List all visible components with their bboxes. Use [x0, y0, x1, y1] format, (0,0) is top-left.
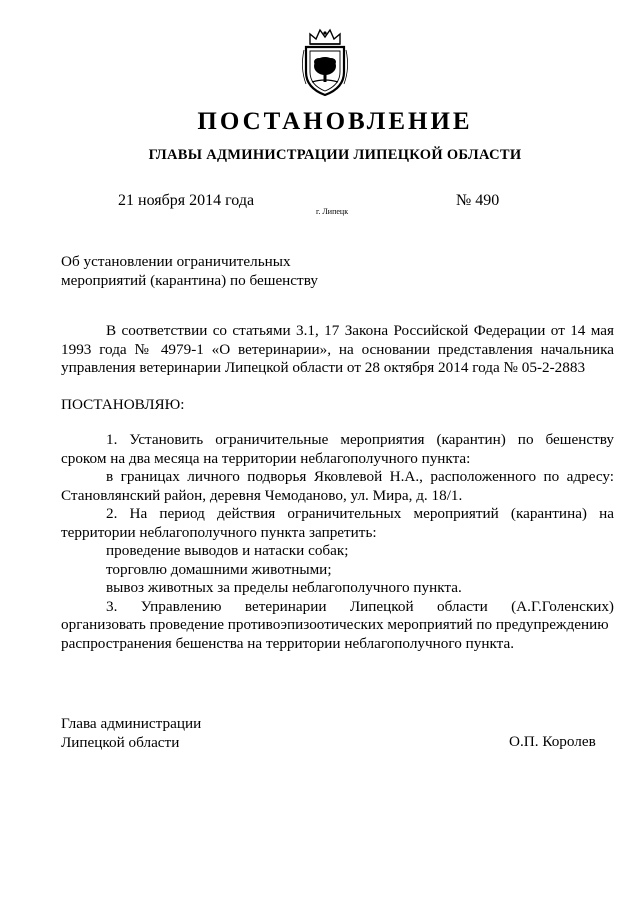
- item-line: торговлю домашними животными;: [106, 560, 332, 578]
- topic-line: Об установлении ограничительных: [61, 253, 291, 270]
- signatory-position-line: Глава администрации: [61, 715, 202, 732]
- item-line: организовать проведение противоэпизоотических мероприятий по предупреждению: [61, 616, 609, 633]
- item-line: Становлянский район, деревня Чемоданово, ул. Мира, д. 18/1.: [61, 486, 463, 504]
- preamble: [61, 322, 614, 378]
- signatory-position-line: Липецкой области: [61, 734, 180, 751]
- preamble-line: В соответствии со статьями 3.1, 17 Закона Российской Федерации от 14 мая: [106, 322, 614, 339]
- document-city: г. Липецк: [316, 207, 349, 216]
- topic-line: мероприятий (карантина) по бешенству: [61, 272, 318, 289]
- preamble-line: 1993 года № 4979-1 «О ветеринарии», на основании представления начальника: [61, 340, 614, 358]
- item-line: территории неблагополучного пункта запретить:: [61, 523, 377, 541]
- item-line: сроком на два месяца на территории неблагополучного пункта:: [61, 449, 471, 467]
- preamble-line: управления ветеринарии Липецкой области от 28 октября 2014 года № 05-2-2883: [61, 359, 586, 376]
- item-line: 2. На период действия ограничительных мероприятий (карантина) на: [106, 505, 614, 522]
- decree-word: ПОСТАНОВЛЯЮ:: [61, 396, 185, 413]
- document-number: № 490: [456, 192, 500, 209]
- item-line: вывоз животных за пределы неблагополучного пункта.: [106, 579, 462, 596]
- document-topic: [61, 252, 318, 290]
- coat-of-arms-icon: [298, 28, 352, 98]
- item-line: в границах личного подворья Яковлевой Н.А., расположенного по адресу:: [106, 468, 614, 485]
- item-line: 1. Установить ограничительные мероприятия (карантин) по бешенству: [106, 431, 614, 448]
- document-date: 21 ноября 2014 года: [118, 192, 255, 209]
- document-subtitle: ГЛАВЫ АДМИНИСТРАЦИИ ЛИПЕЦКОЙ ОБЛАСТИ: [148, 147, 522, 163]
- item-line: проведение выводов и натаски собак;: [106, 542, 349, 559]
- decree-items: [61, 431, 614, 653]
- signatory-name: О.П. Королев: [509, 733, 596, 750]
- document-title: ПОСТАНОВЛЕНИЕ: [197, 108, 473, 135]
- signatory-position: [61, 714, 201, 752]
- item-line: 3. Управлению ветеринарии Липецкой области (А.Г.Голенских): [106, 597, 614, 615]
- item-line: распространения бешенства на территории неблагополучного пункта.: [61, 634, 514, 652]
